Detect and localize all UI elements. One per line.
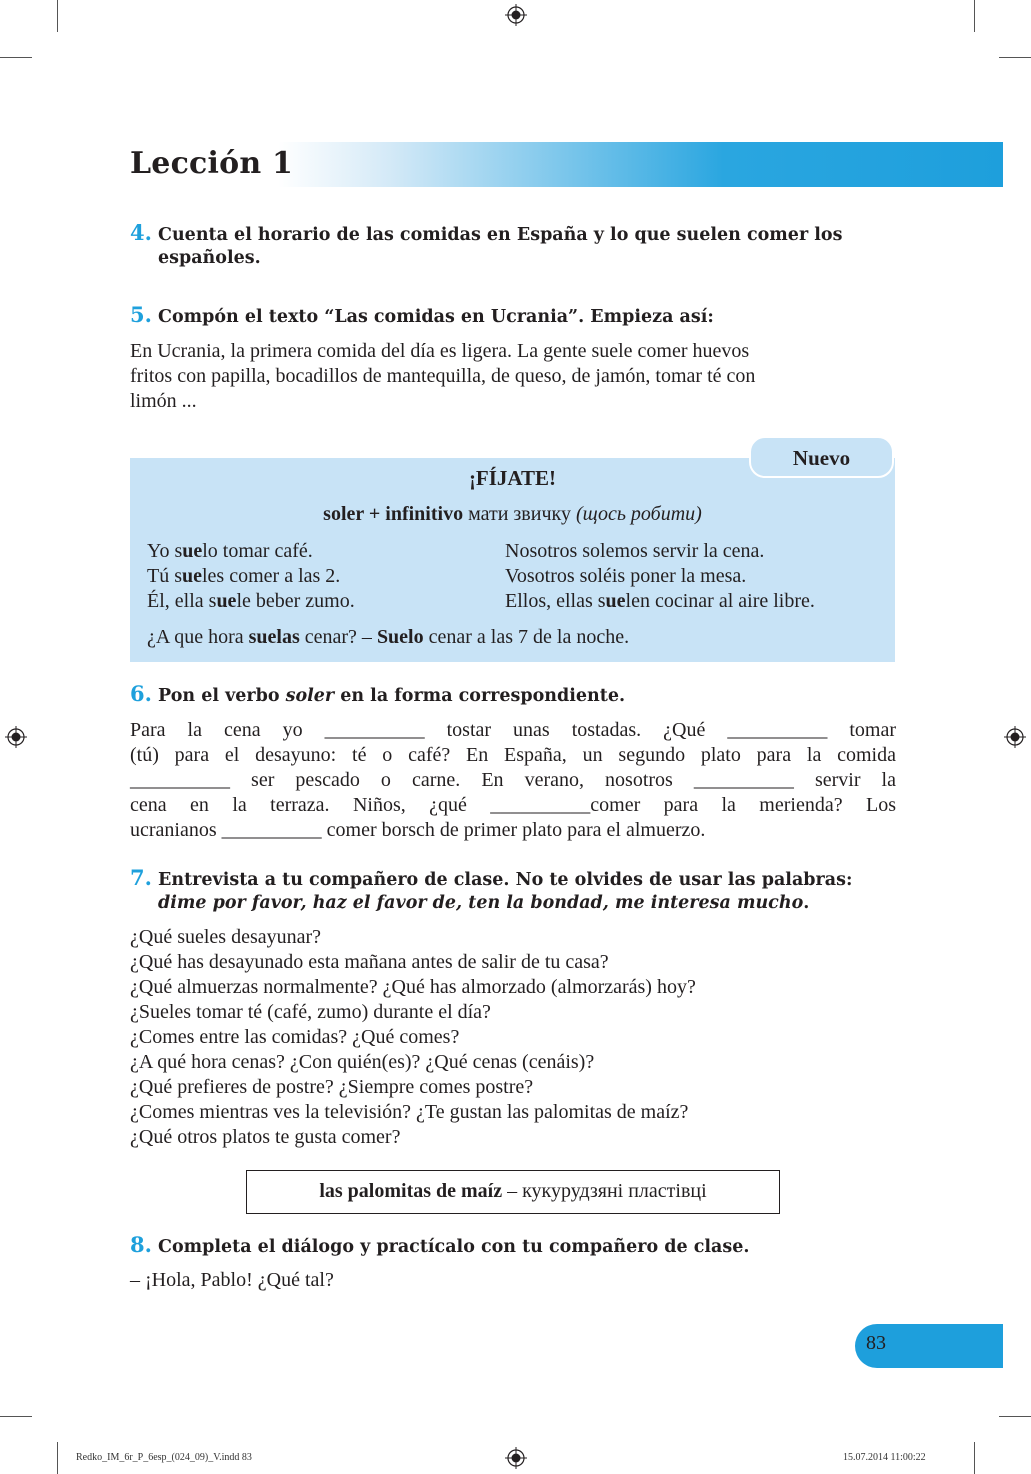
question-line: ¿Qué otros platos te gusta comer? xyxy=(130,1126,401,1148)
crop-mark xyxy=(974,1442,975,1474)
question-line: ¿Sueles tomar té (café, zumo) durante el día? xyxy=(130,1001,491,1023)
exercise-text: españoles. xyxy=(158,248,261,268)
footer-date: 15.07.2014 11:00:22 xyxy=(843,1452,926,1463)
registration-mark-icon xyxy=(5,726,27,748)
crop-mark xyxy=(0,1416,32,1417)
question-line: ¿A qué hora cenas? ¿Con quién(es)? ¿Qué cenas (cenáis)? xyxy=(130,1051,595,1073)
rule-translation-italic: (щось робити) xyxy=(575,503,702,525)
registration-mark-icon xyxy=(1004,726,1026,748)
lesson-title: Lección 1 xyxy=(130,146,294,181)
paragraph-line: limón ... xyxy=(130,390,197,412)
fill-in-line: __________ ser pescado o carne. En verano, nosotros __________ servir la xyxy=(130,769,896,791)
conjugation-row: Nosotros solemos servir la cena. xyxy=(505,540,765,562)
paragraph-line: En Ucrania, la primera comida del día es ligera. La gente suele comer huevos xyxy=(130,340,750,362)
exercise-text: Compón el texto “Las comidas en Ucrania”. Empieza así: xyxy=(158,307,714,327)
exercise-number: 7. xyxy=(130,865,152,890)
vocab-translation: – кукурудзяні пластівці xyxy=(502,1180,707,1202)
conjugation-singular xyxy=(147,539,355,614)
vocab-term: las palomitas de maíz xyxy=(319,1180,503,1202)
question-line: ¿Qué almuerzas normalmente? ¿Qué has almorzado (almorzarás) hoy? xyxy=(130,976,696,998)
rule-formula: soler + infinitivo xyxy=(323,503,464,525)
fill-in-line: Para la cena yo __________ tostar unas tostadas. ¿Qué __________ tomar xyxy=(130,719,896,741)
dialogue-line: – ¡Hola, Pablo! ¿Qué tal? xyxy=(130,1269,334,1291)
footer-filename: Redko_IM_6r_P_6esp_(024_09)_V.indd 83 xyxy=(76,1452,252,1463)
question-line: ¿Qué prefieres de postre? ¿Siempre comes postre? xyxy=(130,1076,534,1098)
question-line: ¿Comes mientras ves la televisión? ¿Te gustan las palomitas de maíz? xyxy=(130,1101,689,1123)
fijate-example: ¿A que hora suelas cenar? – Suelo cenar a las 7 de la noche. xyxy=(147,626,630,648)
exercise-number: 5. xyxy=(130,302,152,327)
question-line: ¿Comes entre las comidas? ¿Qué comes? xyxy=(130,1026,460,1048)
crop-mark xyxy=(57,0,58,32)
exercise-6-paragraph xyxy=(130,718,896,843)
conjugation-row: Ellos, ellas suelen cocinar al aire libre. xyxy=(505,590,815,612)
exercise-text: Cuenta el horario de las comidas en España y lo que suelen comer los xyxy=(158,225,843,245)
conjugation-plural xyxy=(505,539,815,614)
conjugation-row: Yo suelo tomar café. xyxy=(147,540,313,562)
crop-mark xyxy=(999,1416,1031,1417)
exercise-4-instruction xyxy=(130,221,896,270)
conjugation-row: Él, ella suele beber zumo. xyxy=(147,590,355,612)
exercise-number: 4. xyxy=(130,220,152,245)
fijate-title: ¡FÍJATE! xyxy=(468,466,557,490)
crop-mark xyxy=(999,57,1031,58)
exercise-5-instruction xyxy=(130,303,896,329)
fill-in-line: (tú) para el desayuno: té o café? En España, un segundo plato para la comida xyxy=(130,744,896,766)
question-line: ¿Qué sueles desayunar? xyxy=(130,926,322,948)
crop-mark xyxy=(57,1442,58,1474)
crop-mark xyxy=(0,57,32,58)
exercise-5-paragraph xyxy=(130,339,896,414)
exercise-number: 8. xyxy=(130,1232,152,1257)
exercise-8-instruction: 8. Completa el diálogo y practícalo con tu compañero de clase. xyxy=(130,1232,750,1257)
useful-phrases: dime por favor, haz el favor de, ten la bondad, me interesa mucho xyxy=(158,893,804,913)
vocabulary-box xyxy=(246,1170,780,1214)
fill-in-line: cena en la terraza. Niños, ¿qué __________comer para la merienda? Los xyxy=(130,794,896,816)
exercise-7-instruction: 7. Entrevista a tu compañero de clase. No te olvides de usar las palabras: dime por favor, haz el favor de, ten la bondad, me interesa mucho. xyxy=(130,865,853,913)
registration-mark-icon xyxy=(505,4,527,26)
nuevo-tab: Nuevo xyxy=(749,436,894,478)
crop-mark xyxy=(974,0,975,32)
registration-mark-icon xyxy=(505,1447,527,1469)
exercise-6-instruction: 6. Pon el verbo soler en la forma correspondiente. xyxy=(130,681,626,706)
interview-questions xyxy=(130,925,896,1150)
fill-in-line: ucranianos __________ comer borsch de primer plato para el almuerzo. xyxy=(130,819,706,841)
grammar-rule xyxy=(130,503,895,526)
question-line: ¿Qué has desayunado esta mañana antes de salir de tu casa? xyxy=(130,951,609,973)
exercise-number: 6. xyxy=(130,681,152,706)
rule-translation: мати звичку xyxy=(463,503,576,525)
paragraph-line: fritos con papilla, bocadillos de mantequilla, de queso, de jamón, tomar té con xyxy=(130,365,756,387)
page-number: 83 xyxy=(866,1332,886,1354)
conjugation-row: Tú sueles comer a las 2. xyxy=(147,565,341,587)
conjugation-row: Vosotros soléis poner la mesa. xyxy=(505,565,747,587)
